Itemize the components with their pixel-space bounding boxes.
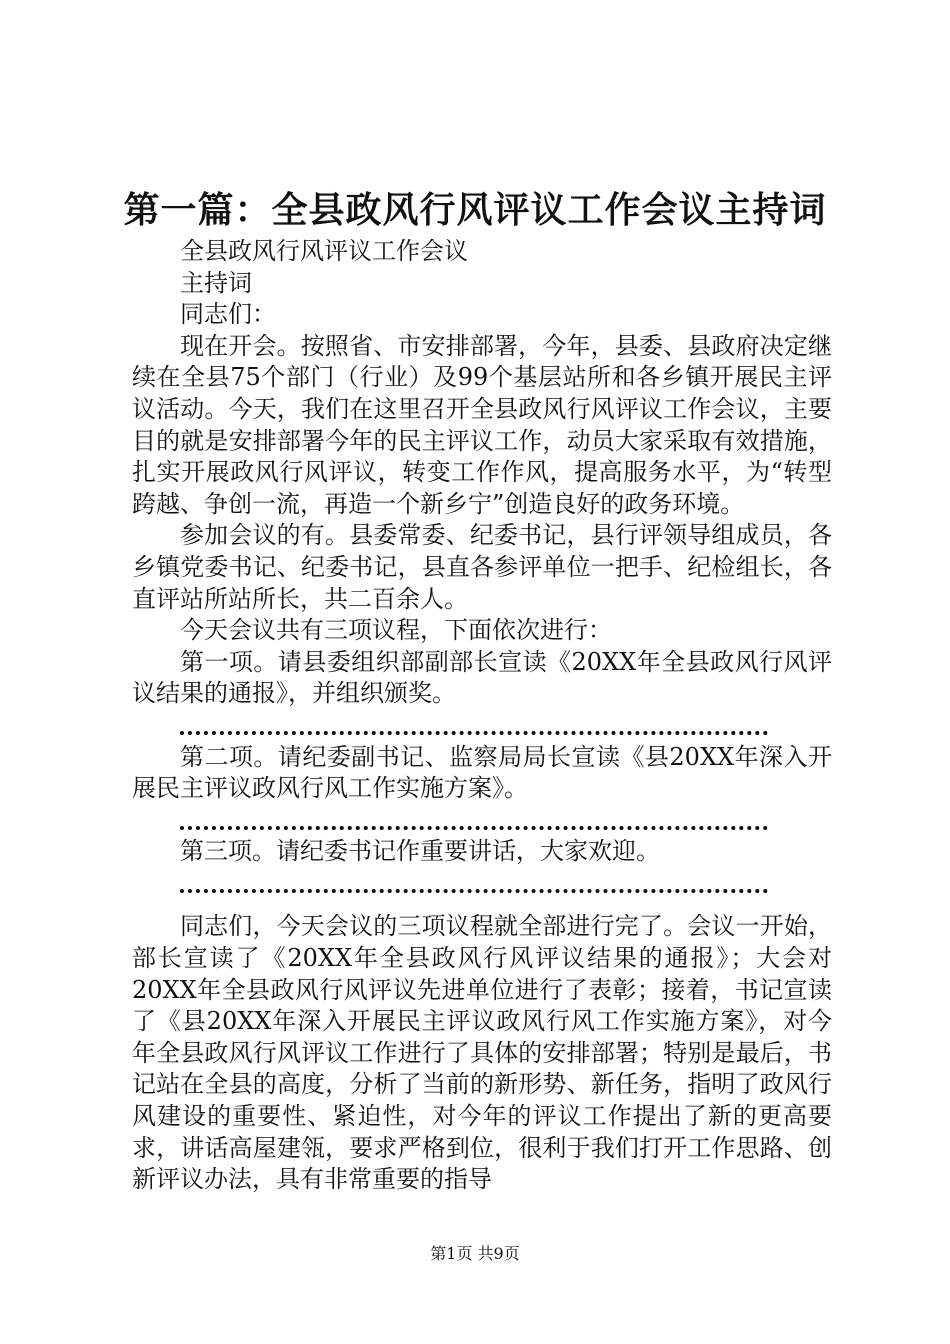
attendees-paragraph: 参加会议的有。县委常委、纪委书记，县行评领导组成员，各乡镇党委书记、纪委书记，县直各参评单位一把手、纪检组长，各直评站所站所长，共二百余人。: [132, 521, 832, 613]
dotted-separator: [180, 805, 768, 837]
document-body: [132, 236, 832, 1196]
closing-summary-paragraph: 同志们，今天会议的三项议程就全部进行完了。会议一开始，部长宣读了《20XX年全县政风行风评议结果的通报》；大会对20XX年全县政风行风评议先进单位进行了表彰；接着，书记宣读了《县20XX年深入开展民主评议政风行风工作实施方案》，对今年全县政风行风评议工作进行了具体的安排部署；特别是最后，书记站在全县的高度，分析了当前的新形势、新任务，指明了政风行风建设的重要性、紧迫性，对今年的评议工作提出了新的更高要求，讲话高屋建瓴，要求严格到位，很利于我们打开工作思路、创新评议办法，具有非常重要的指导: [132, 912, 832, 1194]
agenda-item-1: 第一项。请县委组织部副部长宣读《20XX年全县政风行风评议结果的通报》，并组织颁奖。: [132, 647, 832, 708]
opening-paragraph: 现在开会。按照省、市安排部署，今年，县委、县政府决定继续在全县75个部门（行业）及99个基层站所和各乡镇开展民主评议活动。今天，我们在这里召开全县政风行风评议工作会议，主要目的就是安排部署今年的民主评议工作，动员大家采取有效措施，扎实开展政风行风评议，转变工作作风，提高服务水平，为“转型跨越、争创一流，再造一个新乡宁”创造良好的政务环境。: [132, 331, 832, 518]
page-number-footer: 第1页 共9页: [430, 1244, 520, 1263]
agenda-item-2: 第二项。请纪委副书记、监察局局长宣读《县20XX年深入开展民主评议政风行风工作实施方案》。: [132, 742, 832, 803]
host-speech-label: 主持词: [180, 268, 252, 297]
dotted-separator: [180, 710, 768, 742]
agenda-item-3: 第三项。请纪委书记作重要讲话，大家欢迎。: [180, 837, 660, 866]
dotted-separator: [180, 868, 768, 900]
meeting-name-line: 全县政风行风评议工作会议: [180, 237, 468, 265]
greeting-line: 同志们：: [180, 300, 276, 329]
page-title: 第一篇：全县政风行风评议工作会议主持词: [123, 189, 827, 231]
agenda-intro-paragraph: 今天会议共有三项议程，下面依次进行：: [180, 616, 612, 645]
